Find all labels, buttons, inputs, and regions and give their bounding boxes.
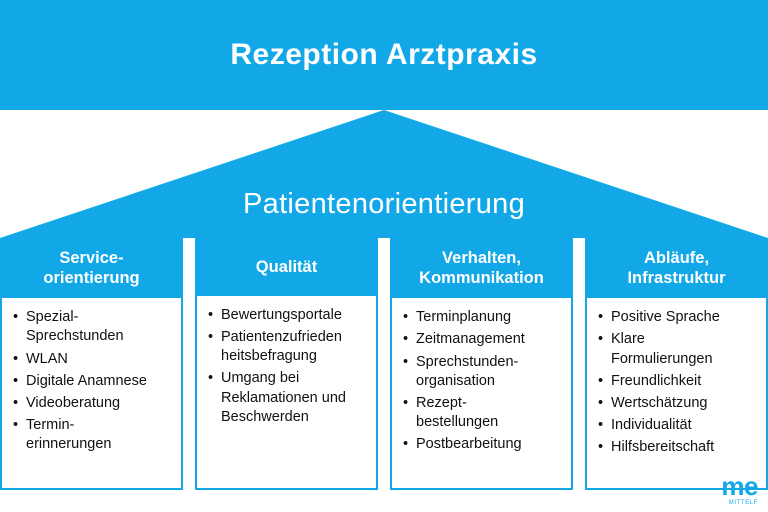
list-item: • Rezept- bestellungen — [414, 394, 565, 432]
logo-mark: me — [721, 471, 758, 501]
pillar-title: Service- orientierung — [0, 238, 183, 298]
roof-label: Patientenorientierung — [243, 188, 525, 220]
list-item: • Termin- erinnerungen — [24, 416, 175, 454]
list-item: • Zeitmanagement — [414, 330, 565, 349]
list-item: • Umgang bei Reklamationen und Beschwerden — [219, 369, 370, 426]
pillars-row — [0, 238, 768, 490]
list-item: • Wertschätzung — [609, 394, 760, 413]
list-item: • Videoberatung — [24, 394, 175, 413]
list-item: • Klare Formulierungen — [609, 330, 760, 368]
list-item: • Digitale Anamnese — [24, 372, 175, 391]
page-title: Rezeption Arztpraxis — [230, 38, 538, 71]
pillar-item-list — [8, 308, 175, 454]
list-item: • Freundlichkeit — [609, 372, 760, 391]
roof-section — [0, 110, 768, 238]
pillar-verhalten-kommunikation — [390, 238, 573, 490]
list-item: • Postbearbeitung — [414, 435, 565, 454]
logo-subtext: MITTELF — [728, 500, 758, 506]
list-item: • WLAN — [24, 350, 175, 369]
pillar-qualitaet — [195, 238, 378, 490]
pillar-title: Verhalten, Kommunikation — [390, 238, 573, 298]
list-item: • Sprechstunden- organisation — [414, 353, 565, 391]
pillar-title: Qualität — [195, 238, 378, 296]
pillar-service-orientierung — [0, 238, 183, 490]
header-banner — [0, 0, 768, 110]
list-item: • Spezial- Sprechstunden — [24, 308, 175, 346]
pillar-body — [585, 298, 768, 490]
list-item: • Terminplanung — [414, 308, 565, 327]
list-item: • Individualität — [609, 416, 760, 435]
list-item: • Bewertungsportale — [219, 306, 370, 325]
list-item: • Hilfsbereitschaft — [609, 438, 760, 457]
list-item: • Positive Sprache — [609, 308, 760, 327]
pillar-body — [0, 298, 183, 490]
pillar-item-list — [203, 306, 370, 427]
pillar-body — [195, 296, 378, 490]
pillar-item-list — [593, 308, 760, 457]
brand-logo — [721, 473, 758, 506]
pillar-title: Abläufe, Infrastruktur — [585, 238, 768, 298]
pillar-ablaeufe-infrastruktur — [585, 238, 768, 490]
list-item: • Patientenzufrieden heitsbefragung — [219, 328, 370, 366]
pillar-body — [390, 298, 573, 490]
pillar-item-list — [398, 308, 565, 454]
